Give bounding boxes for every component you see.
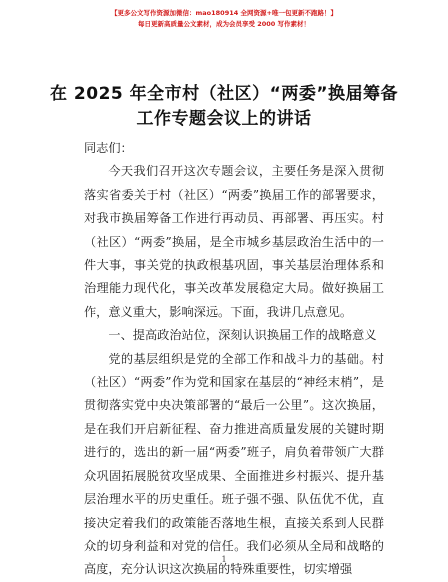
promo-banner-line2: 每日更新高质量公文素材，成为会员享受 2000 写作素材！ [137, 20, 311, 28]
document-body [84, 137, 384, 582]
page-number: 1 [221, 555, 227, 564]
section-heading: 一、提高政治站位，深刻认识换届工作的战略意义 [108, 328, 377, 343]
section-paragraph: 党的基层组织是党的全部工作和战斗力的基础。村（社区）“两委”作为党和国家在基层的“神经末梢”，是贯彻落实党中央决策部署的“最后一公里”。这次换届，是在我们开启新征程、奋力推进高质量发展的关键时期进行的，选出的新一届“两委”班子，肩负着带领广大群众巩固拓展脱贫攻坚成果、全面推进乡村振兴、提升基层治理水平的历史重任。班子强不强、队伍优不优，直接决定着我们的政策能否落地生根，直接关系到人民群众的切身利益和对党的信任。我们必须从全局和战略的高度，充分认识这次换届的特殊重要性，切实增强 [84, 351, 384, 577]
promo-banner [0, 8, 448, 30]
promo-banner-line1: 【更多公文写作资源加微信：mao180914 全网资源+唯一包更新不跑路！】 [111, 9, 337, 17]
intro-paragraph: 今天我们召开这次专题会议，主要任务是深入贯彻落实省委关于村（社区）“两委”换届工作的部署要求，对我市换届筹备工作进行再动员、再部署、再压实。村（社区）“两委”换届，是全市城乡基层政治生活中的一件大事，事关党的执政根基巩固，事关基层治理体系和治理能力现代化，事关改革发展稳定大局。做好换届工作，意义重大，影响深远。下面，我讲几点意见。 [84, 164, 384, 319]
document-title: 在 2025 年全市村（社区）“两委”换届筹备工作专题会议上的讲话 [50, 84, 398, 129]
greeting: 同志们： [84, 141, 133, 155]
